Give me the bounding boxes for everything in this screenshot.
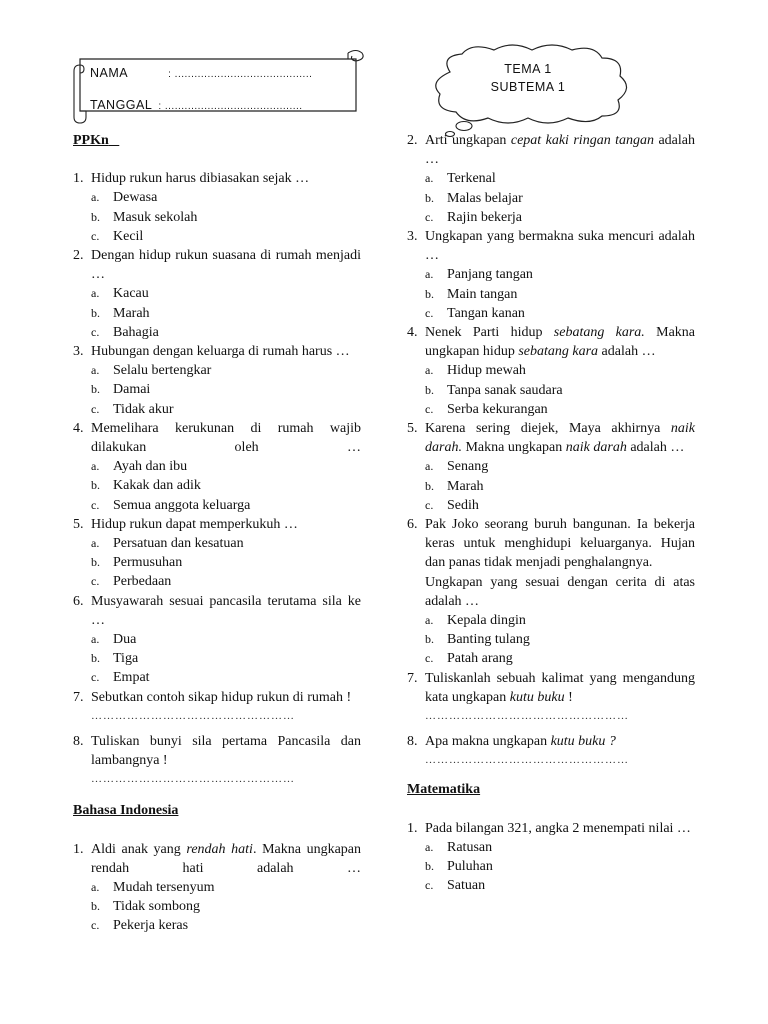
option-letter: a. — [425, 613, 434, 628]
answer-option[interactable] — [73, 400, 361, 419]
answer-option[interactable] — [407, 649, 695, 668]
option-text: Marah — [447, 478, 484, 494]
question-italic: sebatang kara — [518, 344, 599, 360]
right-column — [407, 131, 695, 895]
answer-option[interactable] — [73, 878, 361, 897]
bahasa-heading: Bahasa Indonesia — [73, 803, 179, 819]
option-letter: a. — [91, 879, 100, 894]
bahasa-question-7 — [407, 669, 695, 707]
answer-option[interactable] — [407, 189, 695, 208]
answer-option[interactable] — [407, 857, 695, 876]
answer-option[interactable] — [407, 381, 695, 400]
question-text: adalah … — [626, 440, 685, 456]
ppkn-question-5 — [73, 515, 361, 534]
scroll-outline — [72, 47, 372, 127]
option-text: Dua — [113, 632, 137, 648]
option-letter: c. — [425, 401, 434, 416]
option-text: Kakak dan adik — [113, 478, 201, 494]
option-text: Kepala dingin — [447, 613, 526, 629]
option-text: Banting tulang — [447, 632, 530, 648]
option-letter: a. — [91, 286, 100, 301]
answer-option[interactable] — [73, 476, 361, 495]
option-letter: c. — [91, 497, 100, 512]
question-number: 6. — [73, 593, 84, 609]
option-letter: c. — [425, 878, 434, 893]
question-number: 3. — [73, 344, 84, 360]
answer-option[interactable] — [73, 188, 361, 207]
option-letter: a. — [91, 190, 100, 205]
option-text: Perbedaan — [113, 574, 172, 590]
option-text: Tiga — [113, 651, 139, 667]
theme-cloud — [428, 42, 638, 137]
option-letter: a. — [425, 459, 434, 474]
answer-option[interactable] — [73, 897, 361, 916]
question-text: adalah … — [425, 133, 695, 168]
answer-option[interactable] — [73, 284, 361, 303]
question-italic: kutu buku — [509, 689, 565, 705]
option-text: Marah — [113, 305, 150, 321]
option-letter: a. — [91, 632, 100, 647]
answer-option[interactable] — [407, 208, 695, 227]
option-text: Mudah tersenyum — [113, 879, 215, 895]
question-number: 1. — [73, 171, 84, 187]
option-text: Permusuhan — [113, 555, 183, 571]
question-number: 1. — [407, 820, 418, 836]
bahasa-question-8 — [407, 732, 695, 751]
bahasa-question-1 — [73, 840, 361, 878]
question-text: Tuliskan bunyi sila pertama Pancasila dan lambangnya ! — [91, 733, 361, 769]
date-blank: : .......................................... — [158, 101, 303, 112]
question-text: ! — [564, 689, 573, 705]
answer-line[interactable]: …………………………………………… — [91, 773, 295, 786]
question-number: 3. — [407, 229, 418, 245]
answer-option[interactable] — [73, 572, 361, 591]
option-letter: b. — [91, 382, 100, 397]
option-text: Semua anggota keluarga — [113, 497, 251, 513]
question-number: 2. — [407, 133, 418, 148]
matematika-heading: Matematika — [407, 782, 481, 798]
ppkn-question-list — [73, 169, 361, 789]
option-letter: c. — [91, 670, 100, 685]
tema-label: TEMA 1 — [504, 62, 552, 76]
answer-option[interactable] — [407, 304, 695, 323]
option-letter: b. — [425, 632, 434, 647]
question-italic: naik darah — [565, 440, 627, 456]
option-text: Empat — [113, 670, 150, 686]
question-italic: sebatang kara. — [553, 325, 645, 341]
bahasa-question-6 — [407, 515, 695, 573]
answer-option[interactable] — [407, 361, 695, 380]
question-text: Musyawarah sesuai pancasila terutama sila ke … — [91, 593, 361, 628]
answer-line[interactable]: …………………………………………… — [425, 710, 629, 723]
option-text: Satuan — [447, 878, 486, 894]
option-text: Tanpa sanak saudara — [447, 382, 563, 398]
ppkn-question-1 — [73, 169, 361, 188]
option-letter: b. — [91, 209, 100, 224]
answer-option[interactable] — [73, 227, 361, 246]
question-number: 4. — [73, 420, 84, 436]
option-text: Kacau — [113, 286, 149, 302]
question-text: Makna ungkapan hidup — [425, 325, 695, 360]
option-text: Persatuan dan kesatuan — [113, 536, 244, 552]
bahasa-q6-options — [407, 611, 695, 669]
question-number: 5. — [73, 516, 84, 532]
question-number: 8. — [73, 733, 84, 749]
option-letter: c. — [91, 918, 100, 933]
option-letter: a. — [425, 171, 434, 186]
question-text: Nenek Parti hidup — [425, 325, 554, 341]
answer-line[interactable]: …………………………………………… — [425, 754, 629, 767]
option-letter: a. — [425, 839, 434, 854]
answer-option[interactable] — [407, 630, 695, 649]
answer-option[interactable] — [407, 400, 695, 419]
question-text: Arti ungkapan — [425, 133, 511, 148]
option-text: Ratusan — [447, 839, 493, 855]
option-text: Tangan kanan — [447, 305, 525, 321]
answer-option[interactable] — [73, 649, 361, 668]
option-letter: b. — [91, 478, 100, 493]
ppkn-question-8 — [73, 732, 361, 770]
option-letter: c. — [91, 574, 100, 589]
answer-option[interactable] — [73, 916, 361, 935]
question-text: Tuliskanlah sebuah kalimat yang mengandung kata ungkapan — [425, 670, 695, 705]
question-text: Pak Joko seorang buruh bangunan. Ia bekerja keras untuk menghidupi keluarganya. Hujan dan panas tidak menjadi penghalangnya. — [425, 517, 695, 571]
option-text: Rajin bekerja — [447, 209, 523, 225]
option-text: Tidak sombong — [113, 899, 201, 915]
question-text: Apa makna ungkapan — [425, 734, 551, 750]
date-field[interactable] — [90, 98, 303, 112]
option-letter: a. — [91, 459, 100, 474]
option-letter: c. — [91, 401, 100, 416]
question-number: 7. — [73, 689, 84, 705]
option-letter: c. — [425, 305, 434, 320]
bahasa-q4-options — [407, 361, 695, 419]
date-label: TANGGAL — [90, 98, 153, 112]
ppkn-heading: PPKn — [73, 133, 109, 148]
answer-option[interactable] — [73, 630, 361, 649]
option-letter: c. — [91, 228, 100, 243]
question-number: 7. — [407, 670, 418, 686]
option-letter: c. — [425, 497, 434, 512]
bahasa-question-3 — [407, 227, 695, 265]
option-text: Pekerja keras — [113, 918, 189, 934]
answer-option[interactable] — [73, 380, 361, 399]
question-text: Dengan hidup rukun suasana di rumah menjadi … — [91, 248, 361, 283]
question-italic: naik darah. — [425, 421, 695, 456]
option-text: Main tangan — [447, 286, 518, 302]
answer-line[interactable]: …………………………………………… — [91, 709, 295, 722]
option-letter: c. — [425, 209, 434, 224]
question-number: 2. — [73, 248, 84, 264]
question-text: Ungkapan yang bermakna suka mencuri adalah … — [425, 229, 695, 264]
option-letter: b. — [425, 286, 434, 301]
answer-option[interactable] — [73, 496, 361, 515]
name-scroll-box — [72, 47, 372, 127]
ppkn-question-4 — [73, 419, 361, 457]
question-text: Memelihara kerukunan di rumah wajib dilakukan oleh … — [91, 420, 361, 456]
answer-option[interactable] — [407, 169, 695, 188]
option-text: Sedih — [447, 497, 479, 513]
name-field[interactable] — [90, 66, 312, 80]
answer-option[interactable] — [407, 477, 695, 496]
question-text: Pada bilangan 321, angka 2 menempati nilai … — [425, 820, 691, 836]
answer-option[interactable] — [407, 457, 695, 476]
answer-option[interactable] — [407, 838, 695, 857]
option-text: Kecil — [113, 228, 144, 244]
question-italic: cepat kaki ringan tangan — [510, 133, 655, 148]
answer-option[interactable] — [407, 496, 695, 515]
question-italic: rendah hati — [186, 841, 253, 857]
option-text: Selalu bertengkar — [113, 363, 212, 379]
question-number: 6. — [407, 517, 418, 533]
answer-option[interactable] — [407, 285, 695, 304]
ppkn-question-2 — [73, 246, 361, 284]
question-number: 8. — [407, 734, 418, 750]
option-text: Serba kekurangan — [447, 401, 548, 417]
option-text: Tidak akur — [113, 401, 174, 417]
question-text: Hidup rukun dapat memperkukuh … — [91, 516, 298, 532]
question-italic: kutu buku ? — [550, 734, 616, 750]
option-letter: b. — [425, 478, 434, 493]
option-text: Panjang tangan — [447, 267, 533, 283]
option-letter: b. — [91, 305, 100, 320]
option-letter: a. — [91, 536, 100, 551]
name-label: NAMA — [90, 66, 129, 80]
answer-option[interactable] — [73, 361, 361, 380]
option-text: Patah arang — [447, 651, 513, 667]
name-blank: : .......................................... — [168, 69, 313, 80]
option-letter: b. — [425, 382, 434, 397]
option-letter: c. — [425, 651, 434, 666]
option-letter: c. — [91, 324, 100, 339]
question-text: Sebutkan contoh sikap hidup rukun di rumah ! — [91, 689, 352, 705]
option-letter: b. — [91, 651, 100, 666]
question-text: Karena sering diejek, Maya akhirnya — [425, 421, 671, 437]
option-letter: b. — [91, 899, 100, 914]
question-text: Hubungan dengan keluarga di rumah harus … — [91, 344, 350, 360]
answer-option[interactable] — [73, 534, 361, 553]
option-text: Hidup mewah — [447, 363, 526, 379]
option-letter: a. — [91, 363, 100, 378]
question-number: 4. — [407, 325, 418, 341]
answer-option[interactable] — [407, 265, 695, 284]
matematika-q1-options — [407, 838, 695, 896]
option-text: Puluhan — [447, 858, 493, 874]
ppkn-question-6 — [73, 592, 361, 630]
left-column — [73, 131, 361, 936]
option-letter: b. — [425, 858, 434, 873]
option-text: Ayah dan ibu — [113, 459, 188, 475]
answer-option[interactable] — [407, 611, 695, 630]
ppkn-question-3 — [73, 342, 361, 361]
answer-option[interactable] — [407, 876, 695, 895]
option-text: Terkenal — [447, 171, 496, 187]
option-text: Dewasa — [113, 190, 158, 206]
option-text: Masuk sekolah — [113, 209, 198, 225]
bahasa-question-6-prompt: Ungkapan yang sesuai dengan cerita di atas adalah … — [425, 574, 695, 609]
subtema-label: SUBTEMA 1 — [490, 80, 566, 94]
ppkn-question-7 — [73, 688, 361, 707]
bahasa-question-2 — [407, 131, 695, 169]
option-text: Senang — [447, 459, 489, 475]
option-letter: b. — [91, 555, 100, 570]
question-number: 1. — [73, 841, 84, 857]
question-text: Makna ungkapan — [461, 440, 566, 456]
option-text: Bahagia — [113, 324, 159, 340]
answer-option[interactable] — [73, 323, 361, 342]
answer-option[interactable] — [73, 208, 361, 227]
question-number: 5. — [407, 421, 418, 437]
answer-option[interactable] — [73, 304, 361, 323]
question-text: Aldi anak yang — [91, 841, 187, 857]
question-text: adalah … — [598, 344, 656, 360]
bahasa-q2-options — [407, 169, 695, 227]
answer-option[interactable] — [73, 668, 361, 687]
bahasa-question-5 — [407, 419, 695, 457]
option-letter: a. — [425, 363, 434, 378]
question-text: Hidup rukun harus dibiasakan sejak … — [91, 171, 310, 187]
answer-option[interactable] — [73, 553, 361, 572]
option-text: Malas belajar — [447, 190, 523, 206]
bahasa-q1-options — [73, 878, 361, 936]
option-text: Damai — [113, 382, 151, 398]
option-letter: b. — [425, 190, 434, 205]
matematika-question-1 — [407, 819, 695, 838]
question-text: . Makna ungkapan rendah hati adalah … — [91, 841, 362, 876]
answer-option[interactable] — [73, 457, 361, 476]
bahasa-question-4 — [407, 323, 695, 361]
option-letter: a. — [425, 267, 434, 282]
bahasa-q3-options — [407, 265, 695, 323]
bahasa-q5-options — [407, 457, 695, 515]
